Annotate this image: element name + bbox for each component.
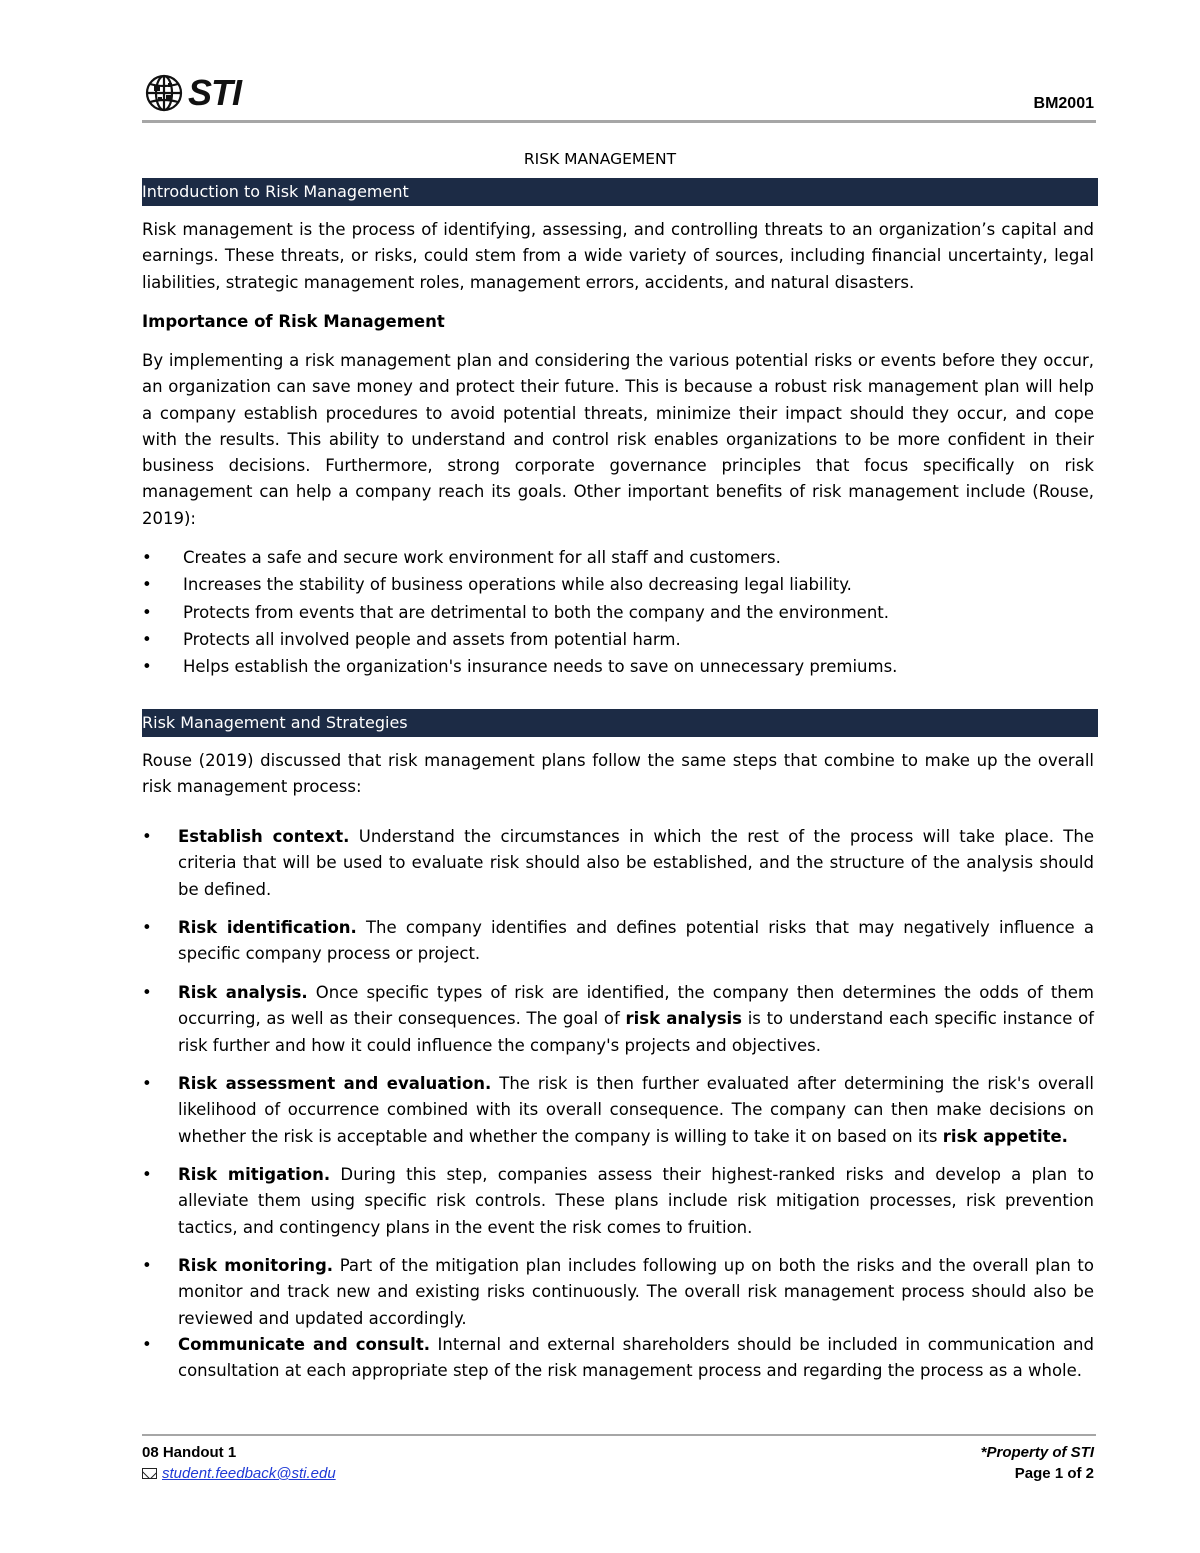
globe-icon (144, 73, 186, 113)
document-code: BM2001 (1033, 95, 1094, 112)
feedback-email-link[interactable]: student.feedback@sti.edu (162, 1465, 336, 1482)
bullet: • (142, 657, 152, 677)
bullet: • (142, 1256, 152, 1275)
list-item (142, 544, 1094, 571)
step-text: Once specific types of risk are identified, the company then determines the odds of them occurring, as well as their consequences. The goal of (178, 983, 1094, 1029)
step-bold-tail: risk appetite. (942, 1126, 1068, 1146)
step-term: Risk analysis. (178, 983, 308, 1002)
list-item (142, 1253, 1094, 1332)
importance-paragraph: By implementing a risk management plan and considering the various potential risks or events before they occur, an organization can save money and protect their future. This is because a robust risk management plan will help a company establish procedures to avoid potential threats, minimize their impact should they occur, and cope with the results. This ability to understand and control risk enables organizations to be more confident in their business decisions. Furthermore, strong corporate governance principles that focus specifically on risk management can help a company reach its goals. Other important benefits of risk management include (Rouse, 2019): (142, 351, 1094, 528)
section-heading-strategies (142, 709, 1098, 737)
importance-subheading: Importance of Risk Management (142, 312, 445, 331)
footer-left (142, 1442, 336, 1484)
page-number: Page 1 of 2 (1014, 1465, 1094, 1482)
envelope-icon (142, 1468, 157, 1479)
property-notice: *Property of STI (980, 1444, 1094, 1461)
list-item (142, 571, 1094, 598)
bullet: • (142, 1074, 152, 1093)
list-item (142, 915, 1094, 968)
list-item (142, 980, 1094, 1059)
bullet: • (142, 983, 152, 1002)
step-text-continued: is to understand each specific instance of risk further and how it could influence the company's projects and objectives. (178, 1009, 1094, 1055)
bullet: • (142, 827, 152, 846)
benefit-text: Protects from events that are detrimental to both the company and the environment. (183, 602, 889, 622)
list-item (142, 1332, 1094, 1385)
step-term: Risk mitigation. (178, 1165, 331, 1184)
header-divider (142, 120, 1096, 123)
list-item (142, 1071, 1094, 1150)
list-item (142, 626, 1094, 653)
benefits-list (142, 544, 1094, 680)
step-text: The company identifies and defines potential risks that may negatively influence a specific company process or project. (178, 918, 1094, 964)
step-text: The risk is then further evaluated after determining the risk's overall likelihood of occurrence combined with its overall consequence. The company can then make decisions on whether the risk is acceptable and whether the company is willing to take it on based on its (178, 1074, 1094, 1146)
footer-right (981, 1442, 1094, 1484)
benefit-text: Increases the stability of business operations while also decreasing legal liability. (183, 575, 852, 595)
bullet: • (142, 548, 152, 567)
bullet: • (142, 575, 152, 595)
logo-text: STI (188, 72, 242, 113)
step-text: During this step, companies assess their highest-ranked risks and develop a plan to alleviate them using specific risk controls. These plans include risk mitigation processes, risk prevention tactics, and contingency plans in the event the risk comes to fruition. (178, 1165, 1094, 1237)
list-item (142, 653, 1094, 680)
step-text: Internal and external shareholders should be included in communication and consultation at each appropriate step of the risk management process and regarding the process as a whole. (178, 1335, 1094, 1381)
list-item (142, 1162, 1094, 1241)
handout-label: 08 Handout 1 (142, 1444, 237, 1461)
section-heading-intro (142, 178, 1098, 206)
bullet: • (142, 1165, 152, 1184)
section-heading-label: Introduction to Risk Management (142, 182, 409, 201)
benefit-text: Protects all involved people and assets from potential harm. (183, 629, 681, 649)
bullet: • (142, 1335, 152, 1354)
page-title: RISK MANAGEMENT (523, 150, 677, 168)
step-text: Understand the circumstances in which the rest of the process will take place. The criteria that will be used to evaluate risk should also be established, and the structure of the analysis should be defined. (178, 827, 1094, 899)
benefit-text: Helps establish the organization's insurance needs to save on unnecessary premiums. (183, 657, 898, 677)
list-item (142, 599, 1094, 626)
step-text: Part of the mitigation plan includes following up on both the risks and the overall plan to monitor and track new and existing risks continuously. The overall risk management process should also be reviewed and updated accordingly. (178, 1256, 1094, 1328)
sti-logo (144, 73, 241, 113)
step-term: Establish context. (178, 827, 350, 846)
step-term: Risk assessment and evaluation. (178, 1074, 492, 1093)
intro-paragraph: Risk management is the process of identifying, assessing, and controlling threats to an organization’s capital and earnings. These threats, or risks, could stem from a wide variety of sources, including financial uncertainty, legal liabilities, strategic management roles, management errors, accidents, and natural disasters. (142, 220, 1094, 292)
step-term: Risk monitoring. (178, 1256, 334, 1275)
bullet: • (142, 918, 152, 937)
bullet: • (142, 629, 152, 649)
bullet: • (142, 602, 152, 622)
step-bold-inline: risk analysis (625, 1009, 743, 1029)
benefit-text: Creates a safe and secure work environment for all staff and customers. (183, 548, 781, 567)
section-heading-label: Risk Management and Strategies (142, 713, 408, 732)
step-term: Risk identification. (178, 918, 357, 937)
step-term: Communicate and consult. (178, 1335, 430, 1354)
strategies-intro-paragraph: Rouse (2019) discussed that risk management plans follow the same steps that combine to make up the overall risk management process: (142, 751, 1094, 797)
list-item (142, 824, 1094, 903)
footer-divider (142, 1434, 1096, 1436)
